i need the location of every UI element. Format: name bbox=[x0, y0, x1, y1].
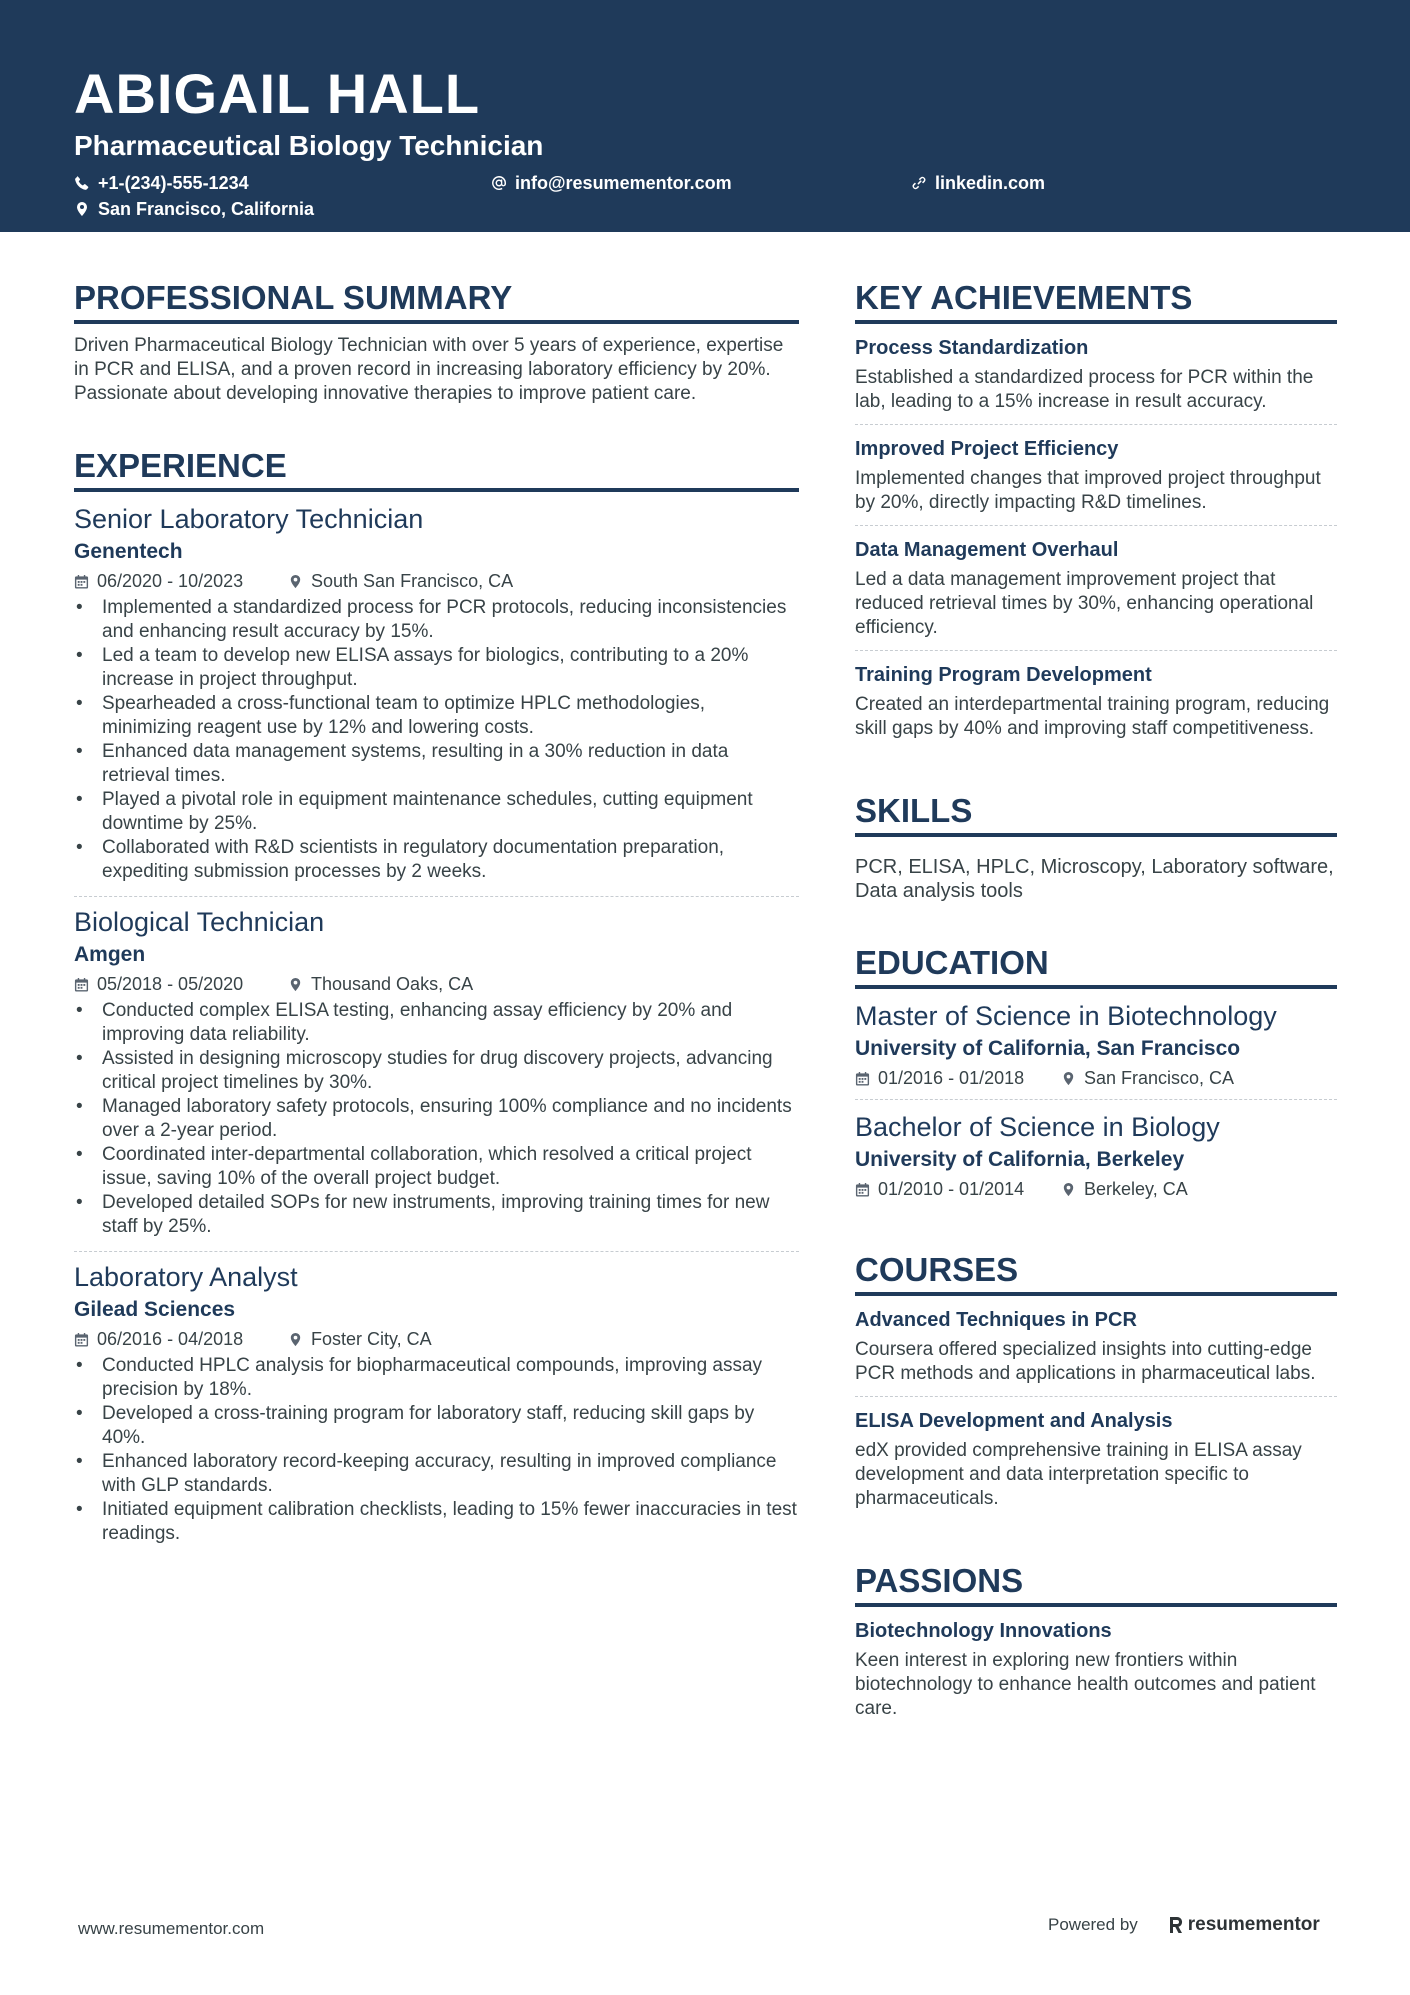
resumementor-logo-icon bbox=[1168, 1915, 1184, 1935]
location-text: Thousand Oaks, CA bbox=[311, 974, 474, 994]
location-text: South San Francisco, CA bbox=[311, 571, 514, 591]
course-title: Advanced Techniques in PCR bbox=[855, 1309, 1137, 1331]
bullet-item: • Developed detailed SOPs for new instruments, improving training times for new staff by 25%. bbox=[74, 1191, 799, 1239]
achievement-title: Improved Project Efficiency bbox=[855, 438, 1119, 460]
left-column bbox=[74, 278, 799, 1592]
at-icon bbox=[491, 175, 507, 191]
summary-section bbox=[74, 278, 799, 406]
course-item bbox=[855, 1396, 1337, 1521]
education-item bbox=[855, 999, 1337, 1099]
skills-text: PCR, ELISA, HPLC, Microscopy, Laboratory software, Data analysis tools bbox=[855, 856, 1334, 902]
education-dates bbox=[855, 1176, 1061, 1202]
calendar-icon bbox=[855, 1071, 870, 1086]
education-section bbox=[855, 943, 1337, 1210]
bullet-item: • Managed laboratory safety protocols, ensuring 100% compliance and no incidents over a 2-year period. bbox=[74, 1095, 799, 1143]
candidate-role: Pharmaceutical Biology Technician bbox=[74, 130, 544, 161]
contact-phone[interactable] bbox=[74, 170, 491, 196]
education-meta bbox=[855, 1065, 1337, 1091]
bullet-item: • Implemented a standardized process for PCR protocols, reducing inconsistencies and enhancing result accuracy by 15%. bbox=[74, 596, 799, 644]
section-title: COURSES bbox=[855, 1250, 1337, 1296]
courses-section bbox=[855, 1250, 1337, 1521]
bullet-item: • Spearheaded a cross-functional team to optimize HPLC methodologies, minimizing reagent use by 12% and lowering costs. bbox=[74, 692, 799, 740]
contact-linkedin[interactable] bbox=[911, 170, 1045, 196]
location-text: Berkeley, CA bbox=[1084, 1179, 1188, 1199]
education-location bbox=[1061, 1176, 1188, 1202]
location-text: San Francisco, California bbox=[98, 199, 315, 219]
section-title: SKILLS bbox=[855, 791, 1337, 837]
achievement-text: Led a data management improvement project that reduced retrieval times by 30%, enhancing operational efficiency. bbox=[855, 569, 1314, 638]
summary-text: Driven Pharmaceutical Biology Technician with over 5 years of experience, expertise in PCR and ELISA, and a proven record in increasing laboratory efficiency by 20%. Passionate about developing innovative therapies to improve patient care. bbox=[74, 335, 784, 404]
section-title: PASSIONS bbox=[855, 1561, 1337, 1607]
location-pin-icon bbox=[74, 201, 90, 217]
job-title: Biological Technician bbox=[74, 907, 325, 937]
school-name: University of California, Berkeley bbox=[855, 1148, 1185, 1171]
achievement-title: Training Program Development bbox=[855, 664, 1152, 686]
education-meta bbox=[855, 1176, 1337, 1202]
achievement-item bbox=[855, 525, 1337, 650]
achievement-title: Process Standardization bbox=[855, 337, 1089, 359]
skills-section bbox=[855, 791, 1337, 903]
company-name: Gilead Sciences bbox=[74, 1298, 236, 1321]
job-meta bbox=[74, 1326, 799, 1352]
bullet-item: • Led a team to develop new ELISA assays for biologics, contributing to a 20% increase in project throughput. bbox=[74, 644, 799, 692]
job-entry bbox=[74, 896, 799, 1245]
job-bullets bbox=[74, 999, 799, 1239]
brand-logo[interactable] bbox=[1168, 1914, 1320, 1936]
job-title: Senior Laboratory Technician bbox=[74, 504, 424, 534]
passion-title: Biotechnology Innovations bbox=[855, 1620, 1112, 1642]
location-pin-icon bbox=[288, 977, 303, 992]
education-location bbox=[1061, 1065, 1234, 1091]
bullet-item: • Initiated equipment calibration checklists, leading to 15% fewer inaccuracies in test readings. bbox=[74, 1498, 799, 1546]
bullet-item: • Played a pivotal role in equipment maintenance schedules, cutting equipment downtime by 25%. bbox=[74, 788, 799, 836]
dates-text: 01/2010 - 01/2014 bbox=[878, 1179, 1025, 1199]
achievement-item bbox=[855, 424, 1337, 525]
location-pin-icon bbox=[288, 1332, 303, 1347]
location-pin-icon bbox=[1061, 1071, 1076, 1086]
course-text: edX provided comprehensive training in ELISA assay development and data interpretation specific to pharmaceuticals. bbox=[855, 1440, 1302, 1509]
job-location bbox=[288, 1326, 432, 1352]
job-bullets bbox=[74, 596, 799, 884]
contact-email[interactable] bbox=[491, 170, 911, 196]
location-text: San Francisco, CA bbox=[1084, 1068, 1235, 1088]
calendar-icon bbox=[74, 574, 89, 589]
education-item bbox=[855, 1099, 1337, 1210]
link-icon bbox=[911, 175, 927, 191]
achievement-title: Data Management Overhaul bbox=[855, 539, 1119, 561]
bullet-item: • Conducted complex ELISA testing, enhancing assay efficiency by 20% and improving data reliability. bbox=[74, 999, 799, 1047]
passions-section bbox=[855, 1561, 1337, 1731]
achievement-item bbox=[855, 650, 1337, 751]
job-entry bbox=[74, 502, 799, 890]
achievements-section bbox=[855, 278, 1337, 751]
resume-header bbox=[0, 0, 1410, 232]
job-entry bbox=[74, 1251, 799, 1552]
job-dates bbox=[74, 568, 288, 594]
contact-row bbox=[74, 170, 1336, 196]
email-text: info@resumementor.com bbox=[515, 173, 732, 193]
bullet-item: • Assisted in designing microscopy studies for drug discovery projects, advancing critical project timelines by 30%. bbox=[74, 1047, 799, 1095]
section-title: PROFESSIONAL SUMMARY bbox=[74, 278, 799, 324]
passion-text: Keen interest in exploring new frontiers within biotechnology to enhance health outcomes and patient care. bbox=[855, 1650, 1316, 1719]
dates-text: 06/2020 - 10/2023 bbox=[97, 571, 244, 591]
bullet-item: • Coordinated inter-departmental collaboration, which resolved a critical project issue, saving 10% of the overall project budget. bbox=[74, 1143, 799, 1191]
education-dates bbox=[855, 1065, 1061, 1091]
course-item bbox=[855, 1306, 1337, 1396]
achievement-text: Created an interdepartmental training program, reducing skill gaps by 40% and improving staff competitiveness. bbox=[855, 694, 1330, 739]
school-name: University of California, San Francisco bbox=[855, 1037, 1241, 1060]
achievement-text: Implemented changes that improved project throughput by 20%, directly impacting R&D timelines. bbox=[855, 468, 1321, 513]
location-pin-icon bbox=[288, 574, 303, 589]
contact-location bbox=[74, 196, 314, 222]
calendar-icon bbox=[74, 977, 89, 992]
dates-text: 05/2018 - 05/2020 bbox=[97, 974, 244, 994]
candidate-name: ABIGAIL HALL bbox=[74, 62, 481, 125]
job-location bbox=[288, 971, 473, 997]
course-title: ELISA Development and Analysis bbox=[855, 1410, 1173, 1432]
dates-text: 01/2016 - 01/2018 bbox=[878, 1068, 1025, 1088]
phone-text: +1-(234)-555-1234 bbox=[98, 173, 249, 193]
passion-item bbox=[855, 1617, 1337, 1731]
location-text: Foster City, CA bbox=[311, 1329, 432, 1349]
section-title: KEY ACHIEVEMENTS bbox=[855, 278, 1337, 324]
brand-name: resumementor bbox=[1187, 1914, 1320, 1935]
job-bullets bbox=[74, 1354, 799, 1546]
bullet-item: • Enhanced laboratory record-keeping accuracy, resulting in improved compliance with GLP standards. bbox=[74, 1450, 799, 1498]
job-dates bbox=[74, 971, 288, 997]
dates-text: 06/2016 - 04/2018 bbox=[97, 1329, 244, 1349]
footer-branding bbox=[1048, 1914, 1320, 1936]
footer-website[interactable]: www.resumementor.com bbox=[78, 1919, 265, 1938]
bullet-item: • Enhanced data management systems, resulting in a 30% reduction in data retrieval times. bbox=[74, 740, 799, 788]
course-text: Coursera offered specialized insights into cutting-edge PCR methods and applications in pharmaceutical labs. bbox=[855, 1339, 1316, 1384]
bullet-item: • Developed a cross-training program for laboratory staff, reducing skill gaps by 40%. bbox=[74, 1402, 799, 1450]
location-pin-icon bbox=[1061, 1182, 1076, 1197]
degree-title: Master of Science in Biotechnology bbox=[855, 1001, 1277, 1031]
job-dates bbox=[74, 1326, 288, 1352]
linkedin-text: linkedin.com bbox=[935, 173, 1046, 193]
job-meta bbox=[74, 568, 799, 594]
degree-title: Bachelor of Science in Biology bbox=[855, 1112, 1220, 1142]
right-column bbox=[855, 278, 1337, 1771]
achievement-item bbox=[855, 334, 1337, 424]
contact-row-2 bbox=[74, 196, 1336, 222]
company-name: Genentech bbox=[74, 540, 183, 563]
job-meta bbox=[74, 971, 799, 997]
phone-icon bbox=[74, 175, 90, 191]
experience-section bbox=[74, 446, 799, 1552]
achievement-text: Established a standardized process for PCR within the lab, leading to a 15% increase in result accuracy. bbox=[855, 367, 1314, 412]
calendar-icon bbox=[855, 1182, 870, 1197]
job-location bbox=[288, 568, 513, 594]
powered-by-text: Powered by bbox=[1048, 1915, 1138, 1934]
section-title: EXPERIENCE bbox=[74, 446, 799, 492]
bullet-item: • Conducted HPLC analysis for biopharmaceutical compounds, improving assay precision by 18%. bbox=[74, 1354, 799, 1402]
calendar-icon bbox=[74, 1332, 89, 1347]
bullet-item: • Collaborated with R&D scientists in regulatory documentation preparation, expediting submission processes by 2 weeks. bbox=[74, 836, 799, 884]
job-title: Laboratory Analyst bbox=[74, 1262, 298, 1292]
section-title: EDUCATION bbox=[855, 943, 1337, 989]
company-name: Amgen bbox=[74, 943, 146, 966]
